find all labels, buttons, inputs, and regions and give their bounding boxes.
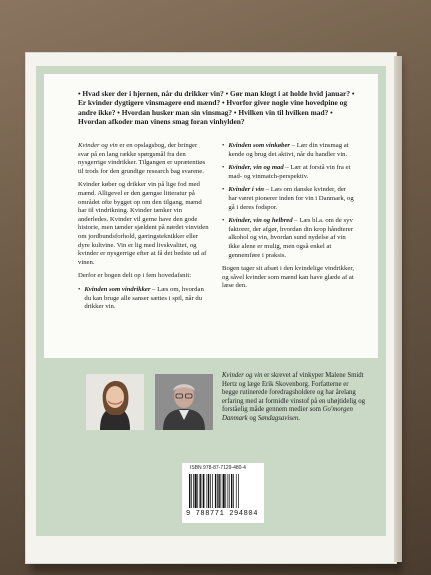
barcode-icon: [189, 474, 257, 508]
section-title: Kvinden som vinkøber: [228, 142, 291, 149]
section-bullet-3: [222, 164, 354, 181]
barcode-bar: [202, 474, 203, 508]
barcode-bar: [238, 474, 239, 508]
barcode-bar: [210, 474, 211, 508]
bullet-icon: •: [222, 186, 225, 194]
barcode-bar: [231, 474, 232, 508]
barcode-bar: [189, 474, 190, 508]
section-title: Kvinder, vin og mad: [228, 164, 284, 172]
section-text: – Lær at forstå vin fra et mad- og vinmatch-perspektiv.: [228, 164, 351, 180]
barcode-bar: [221, 474, 222, 508]
author-text-2: og: [247, 414, 258, 422]
barcode-bar: [229, 474, 230, 508]
barcode-bar: [228, 474, 229, 508]
title-italic: Kvinder og vin: [222, 372, 263, 379]
author-text-3: .: [298, 414, 300, 422]
title-italic: Kvinder og vin: [78, 142, 118, 149]
paragraph-3: Derfor er bogen delt op i fem hovedafsnit:: [78, 272, 192, 280]
barcode-bar: [200, 474, 201, 508]
media-italic: Go'morgen Danmark: [222, 406, 353, 422]
barcode-bar: [218, 474, 219, 508]
section-title: Kvinder i vin: [228, 186, 265, 194]
section-text: – Lær din vinsmag at kende og brug det aktivt, når du handler vin.: [228, 142, 349, 158]
barcode-bar: [195, 474, 197, 508]
left-column: [78, 142, 210, 317]
section-bullet-1: [78, 286, 210, 312]
author-photo-erik: [155, 374, 213, 430]
right-column: [222, 142, 354, 296]
barcode-bar: [207, 474, 208, 508]
author-description: [222, 372, 366, 424]
barcode-bar: [191, 474, 192, 508]
isbn-text: ISBN 978-87-7129-480-4: [190, 465, 246, 471]
barcode-bar: [223, 474, 225, 508]
intro-questions: • Hvad sker der i hjernen, når du drikker vin? • Gør man klogt i at holde hvid januar? • Er kvinder dygtigere vinsmagere end mænd? • Hvorfor giver nogle vine hovedpine og andre ikke? • Hvordan husker man sin vinsmag? • Hvilken vin til hvilken mad? • Hvordan afkoder man vinens smag foran vinhylden?: [78, 89, 355, 126]
bullet-icon: •: [222, 217, 225, 225]
book-page-edge: [394, 56, 402, 562]
section-text: – Læs om, hvordan du kan bruge alle sanser sættes i spil, når du drikker vin.: [84, 285, 204, 311]
section-text: – Læs om danske kvinder, der har været pionerer inden for vin i Danmark, og gå i deres fodspor.: [228, 186, 354, 211]
bullet-icon: •: [222, 164, 225, 172]
section-text: – Læs bl.a. om de syv faktorer, der afgør, hvordan din krop håndterer alkohol og vin, hvordan sund nydelse af vin ikke alene er mulig, men også enkel at gennemføre i praksis.: [228, 217, 353, 259]
author-text-1: er skrevet af vinkyper Malene Smidt Hertz og læge Erik Skovenborg. Forfatterne er begge rutinerede foredragsholdere og har årelang erfaring med at formidle vinstof på en uhøjtidelig og forståelig måde gennem medier som: [222, 372, 366, 414]
barcode-bar: [236, 474, 237, 508]
paragraph-2: Kvinder køber og drikker vin på lige fod med mænd. Alligevel er den gængse litteratur på området ofte bygget op om den tilgang, mænd har til vindrikning. Kvinder tænker vin anderledes. Kvinder vil gerne have den gode historie, men tænder sjældent på nørdet vinviden om jordbundsforhold, gæringsteknikker eller dyre kultvine. Vin er lig med livskvalitet, og kvinder er nysgerrige efter at få det bedste ud af vinen.: [78, 181, 209, 266]
section-title: Kvinden som vindrikker: [84, 285, 151, 293]
barcode-bar: [212, 474, 213, 508]
barcode-bar: [217, 474, 218, 508]
barcode-bar: [193, 474, 194, 508]
section-bullet-2: [222, 142, 354, 159]
barcode-bar: [233, 474, 234, 508]
author-photo-malene: [86, 374, 144, 430]
bullet-icon: •: [78, 285, 81, 293]
paragraph-1-text: er en opslagsbog, der bringer svar på en lang række spørgsmål fra den nysgerrige vindrikker. Tilgangen er uprætentiøs til trods for den grundige research bag svarene.: [78, 142, 206, 175]
barcode-bar: [208, 474, 209, 508]
bullet-icon: •: [222, 142, 225, 149]
barcode-bar: [197, 474, 198, 508]
section-bullet-5: [222, 217, 354, 260]
closing-paragraph: Bogen tager sit afsæt i den kvindelige vindrikker, og såvel kvinder som mænd kan have glæde af at læse den.: [222, 265, 354, 290]
barcode-bar: [203, 474, 204, 508]
paragraph-1: [78, 142, 210, 176]
section-bullet-4: [222, 186, 354, 212]
isbn-digits: 9 788771 294804: [186, 510, 259, 518]
media-italic: Søndagsavisen: [257, 414, 299, 422]
barcode-bar: [215, 474, 216, 508]
barcode-bar: [225, 474, 226, 508]
section-title: Kvinder, vin og helbred: [228, 217, 293, 225]
